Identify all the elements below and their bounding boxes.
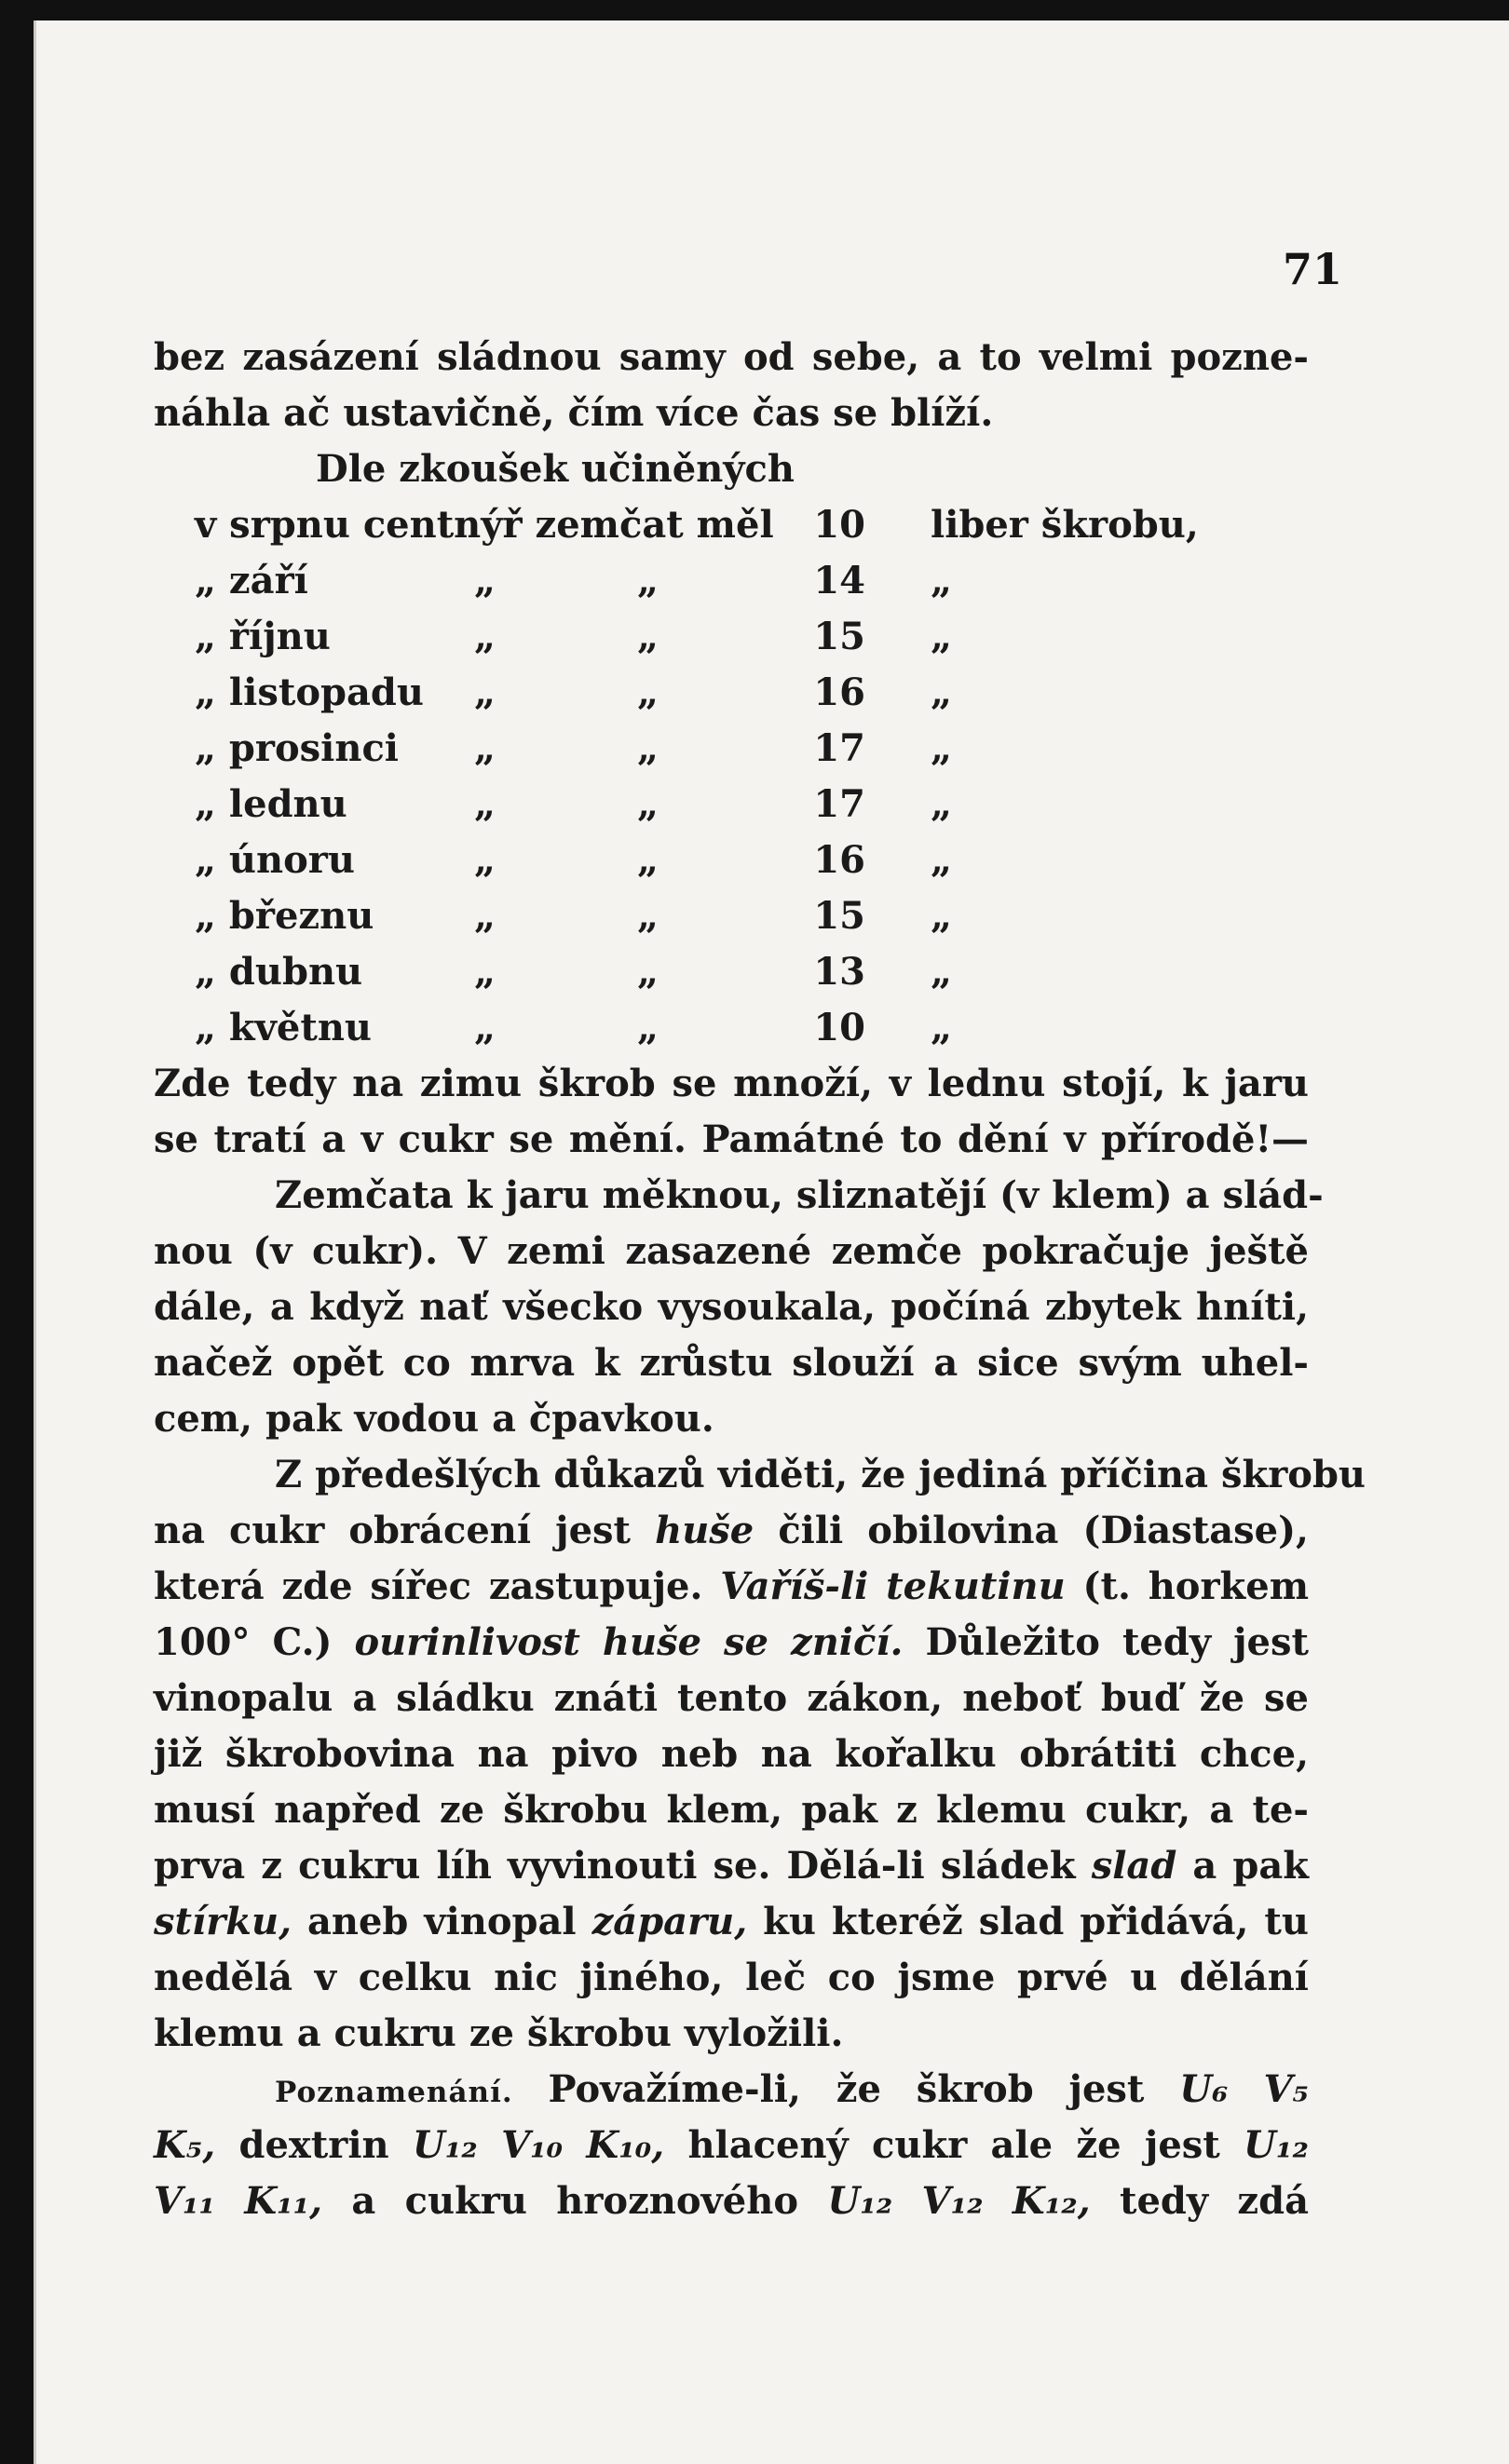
note-line: Poznamenání. Považíme-li, že škrob jest U₆ V₅ [275,2067,1310,2111]
text-line: se tratí a v cukr se mění. Památné to dění v přírodě!— [154,1117,1309,1161]
text-line: nedělá v celku nic jiného, leč co jsme prvé u dělání [154,1956,1309,1999]
text-line: Zde tedy na zimu škrob se množí, v lednu stojí, k jaru [154,1062,1309,1105]
table-cell-unit: „ [931,950,953,994]
table-cell-ditto: „ [637,894,659,938]
table-row [36,559,1247,611]
table-cell-month: „ březnu [195,894,374,938]
text-line: musí napřed ze škrobu klem, pak z klemu cukr, a te- [154,1788,1309,1832]
table-cell-ditto: „ [637,838,659,882]
text-line: cem, pak vodou a čpavkou. [154,1397,714,1441]
table-cell-ditto: „ [474,559,496,602]
table-cell-value: 16 [813,838,865,882]
table-cell-ditto: „ [637,950,659,994]
table-cell-month: „ únoru [195,838,355,882]
table-row [36,838,1247,890]
table-row [36,503,1247,555]
page-number: 71 [1283,244,1343,294]
table-cell-value: 17 [813,726,865,770]
text-line: Zemčata k jaru měknou, sliznatějí (v klem) a slád- [275,1173,1324,1217]
table-cell-ditto: „ [474,1006,496,1049]
book-page [34,20,1509,2464]
table-cell-unit: „ [931,838,953,882]
table-row [36,615,1247,667]
table-heading: Dle zkoušek učiněných [316,447,795,491]
table-cell-unit: „ [931,782,953,826]
table-cell-month: „ říjnu [195,615,331,658]
table-cell-value: 14 [813,559,865,602]
table-cell-value: 10 [813,503,865,547]
table-cell-unit: „ [931,1006,953,1049]
table-cell-ditto: „ [474,726,496,770]
text-line: na cukr obrácení jest huše čili obilovina (Diastase), [154,1509,1309,1552]
table-cell-month: „ září [195,559,308,602]
text-line: prva z cukru líh vyvinouti se. Dělá-li sládek slad a pak [154,1844,1309,1888]
text-line: vinopalu a sládku znáti tento zákon, neboť buď že se [154,1676,1309,1720]
text-line: 100° C.) ourinlivost huše se zničí. Důležito tedy jest [154,1620,1309,1664]
table-cell-month: „ prosinci [195,726,400,770]
note-line: K₅, dextrin U₁₂ V₁₀ K₁₀, hlacený cukr ale že jest U₁₂ [154,2123,1309,2167]
table-cell-month: „ květnu [195,1006,372,1049]
table-row [36,1006,1247,1058]
table-row [36,894,1247,946]
table-cell-ditto: „ [637,726,659,770]
text-line: která zde sířec zastupuje. Vaříš-li tekutinu (t. horkem [154,1564,1310,1608]
table-cell-value: 15 [813,615,865,658]
note-label: Poznamenání. [275,2076,513,2109]
table-row [36,726,1247,778]
table-cell-ditto: „ [474,838,496,882]
text-line: načež opět co mrva k zrůstu slouží a sice svým uhel- [154,1341,1309,1385]
text-line: stírku, aneb vinopal záparu, ku kteréž slad přidává, tu [154,1900,1309,1943]
table-cell-month: „ listopadu [195,670,424,714]
table-cell-month: „ dubnu [195,950,363,994]
table-cell-ditto: „ [474,615,496,658]
table-row [36,950,1247,1002]
table-cell-month: „ lednu [195,782,347,826]
text-line: již škrobovina na pivo neb na kořalku obrátiti chce, [154,1732,1309,1776]
table-cell-unit: „ [931,670,953,714]
table-cell-ditto: „ [637,670,659,714]
table-cell-value: 13 [813,950,865,994]
table-cell-value: 10 [813,1006,865,1049]
table-cell-ditto: „ [474,782,496,826]
table-cell-value: 16 [813,670,865,714]
table-cell-month: v srpnu centnýř zemčat měl [195,503,774,547]
table-row [36,782,1247,834]
table-cell-unit: „ [931,615,953,658]
note-line: V₁₁ K₁₁, a cukru hroznového U₁₂ V₁₂ K₁₂, tedy zdá [154,2179,1310,2223]
table-cell-ditto: „ [474,670,496,714]
table-cell-unit: liber škrobu, [931,503,1199,547]
table-cell-unit: „ [931,559,953,602]
table-cell-ditto: „ [637,559,659,602]
table-row [36,670,1247,723]
text-line: dále, a když nať všecko vysoukala, počíná zbytek hníti, [154,1285,1309,1329]
text-line: bez zasázení sládnou samy od sebe, a to velmi pozne- [154,335,1309,379]
text-line: náhla ač ustavičně, čím více čas se blíží. [154,391,994,435]
table-cell-value: 15 [813,894,865,938]
table-cell-ditto: „ [637,615,659,658]
table-cell-ditto: „ [474,894,496,938]
table-cell-unit: „ [931,726,953,770]
table-cell-ditto: „ [637,782,659,826]
table-cell-unit: „ [931,894,953,938]
table-cell-value: 17 [813,782,865,826]
text-line: nou (v cukr). V zemi zasazené zemče pokračuje ještě [154,1229,1309,1273]
table-cell-ditto: „ [637,1006,659,1049]
text-line: klemu a cukru ze škrobu vyložili. [154,2011,844,2055]
text-line: Z předešlých důkazů viděti, že jediná příčina škrobu [275,1453,1366,1496]
table-cell-ditto: „ [474,950,496,994]
